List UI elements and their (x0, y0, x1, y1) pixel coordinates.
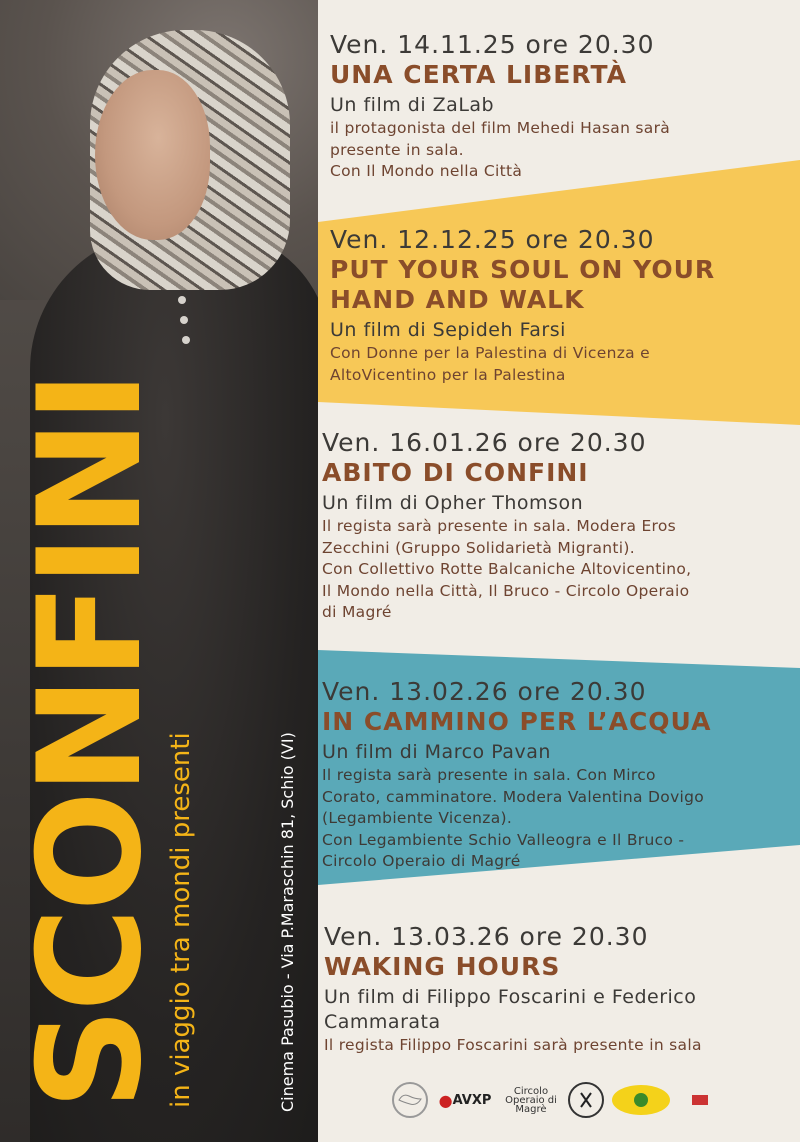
event-note: presente in sala. (330, 140, 464, 159)
event-note: Con Il Mondo nella Città (330, 162, 523, 180)
event-title: PUT YOUR SOUL ON YOUR HAND AND WALK (330, 255, 716, 314)
event-title: IN CAMMINO PER L’ACQUA (322, 707, 712, 736)
event-date: Ven. 13.03.26 ore 20.30 (324, 922, 649, 951)
event-note: Corato, camminatore. Modera Valentina Dovigo (322, 787, 705, 806)
event-note: Il regista sarà presente in sala. Con Mirco (322, 766, 656, 784)
event-2 (330, 225, 790, 386)
event-note: AltoVicentino per la Palestina (330, 365, 566, 384)
venue-address: Cinema Pasubio - Via P.Maraschin 81, Schio (VI) (278, 732, 297, 1112)
event-note: il protagonista del film Mehedi Hasan sarà (330, 119, 671, 137)
avxp-logo: ● AVXP (438, 1090, 492, 1110)
coat-button (180, 316, 188, 324)
series-subtitle: in viaggio tra mondi presenti (166, 732, 196, 1108)
face-shape (95, 70, 210, 240)
event-5 (324, 922, 784, 1057)
event-date: Ven. 14.11.25 ore 20.30 (330, 30, 655, 59)
event-note: Il Mondo nella Città, Il Bruco - Circolo Operaio (322, 581, 690, 600)
circolo-operaio-logo: Circolo Operaio di Magrè (505, 1085, 557, 1115)
event-note: Con Collettivo Rotte Balcaniche Altovicentino, (322, 560, 692, 578)
event-note: (Legambiente Vicenza). (322, 809, 513, 827)
event-note: Con Donne per la Palestina di Vicenza e (330, 344, 651, 362)
event-note: di Magré (322, 603, 392, 621)
legambiente-logo (612, 1085, 670, 1115)
event-director: Un film di ZaLab (330, 94, 495, 116)
event-date: Ven. 12.12.25 ore 20.30 (330, 225, 655, 254)
event-director: Un film di Filippo Foscarini e Federico Cammarata (324, 986, 697, 1033)
event-note: Il regista sarà presente in sala. Modera Eros (322, 517, 677, 535)
event-date: Ven. 13.02.26 ore 20.30 (322, 677, 647, 706)
event-title: UNA CERTA LIBERTÀ (330, 60, 627, 89)
event-director: Un film di Marco Pavan (322, 741, 551, 763)
coat-button (182, 336, 190, 344)
event-1 (330, 30, 790, 183)
event-title: WAKING HOURS (324, 952, 561, 981)
event-note: Con Legambiente Schio Valleogra e Il Bruco - (322, 830, 685, 849)
event-4 (322, 677, 782, 873)
event-note: Il regista Filippo Foscarini sarà presente in sala (324, 1036, 702, 1054)
sponsor-name: AVXP (452, 1092, 492, 1108)
event-note: Zecchini (Gruppo Solidarietà Migranti). (322, 538, 635, 557)
series-title: SCONFINI (8, 374, 173, 1110)
coat-button (178, 296, 186, 304)
event-director: Un film di Sepideh Farsi (330, 319, 566, 341)
event-note: Circolo Operaio di Magré (322, 852, 521, 870)
forum-logo (678, 1081, 722, 1119)
sponsor-logos (392, 1078, 792, 1122)
scissors-circle-logo (568, 1082, 604, 1118)
world-map-logo (392, 1082, 428, 1118)
event-title: ABITO DI CONFINI (322, 458, 589, 487)
event-director: Un film di Opher Thomson (322, 492, 584, 514)
event-date: Ven. 16.01.26 ore 20.30 (322, 428, 647, 457)
event-3 (322, 428, 782, 624)
